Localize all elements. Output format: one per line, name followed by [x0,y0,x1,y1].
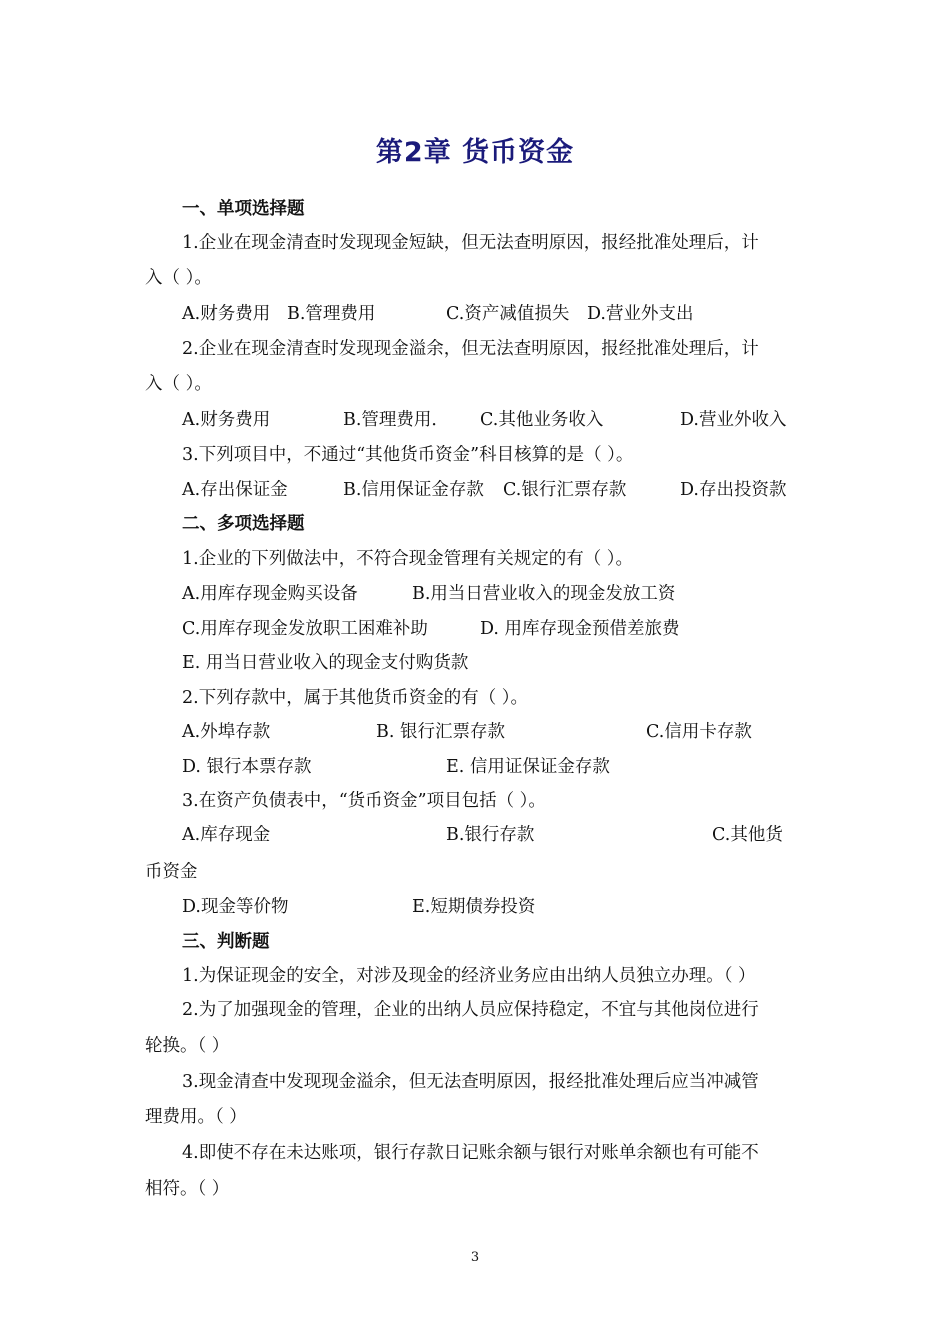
option: C.资产减值损失 [446,304,570,324]
option: D.现金等价物 [182,897,289,917]
question-text-cont: 相符。（ ） [145,1179,230,1199]
question-text-cont: 理费用。（ ） [145,1107,247,1127]
option: B.信用保证金存款 [343,480,484,500]
option: D.营业外支出 [587,304,694,324]
question-text-cont: 入（ ）。 [145,268,212,288]
question-text: 2.下列存款中，属于其他货币资金的有（ ）。 [182,688,529,708]
option: E. 用当日营业收入的现金支付购货款 [182,653,469,673]
option: C.银行汇票存款 [503,480,627,500]
option: A.库存现金 [182,825,271,845]
option: A.存出保证金 [182,480,288,500]
section-heading-multiple-choice: 二、多项选择题 [182,514,305,534]
option: E.短期债券投资 [412,897,536,917]
option: B.管理费用 [287,304,376,324]
option: D. 用库存现金预借差旅费 [480,619,680,639]
option: C.其他货 [712,825,783,845]
page-number: 3 [470,1250,480,1265]
option: C.用库存现金发放职工困难补助 [182,619,428,639]
option: E. 信用证保证金存款 [446,757,610,777]
question-text-cont: 入（ ）。 [145,374,212,394]
option: D.存出投资款 [680,480,787,500]
question-text: 1.企业的下列做法中，不符合现金管理有关规定的有（ ）。 [182,549,634,569]
question-text: 3.在资产负债表中，“货币资金”项目包括（ ）。 [182,791,546,811]
option: D.营业外收入 [680,410,787,430]
option: B. 银行汇票存款 [376,722,505,742]
option: C.其他业务收入 [480,410,604,430]
question-text: 1.企业在现金清查时发现现金短缺，但无法查明原因，报经批准处理后，计 [182,233,759,253]
option: D. 银行本票存款 [182,757,312,777]
option: C.信用卡存款 [646,722,752,742]
option: B.管理费用． [343,410,449,430]
option: A.外埠存款 [182,722,271,742]
option: A.用库存现金购买设备 [182,584,358,604]
question-text: 3.现金清查中发现现金溢余，但无法查明原因，报经批准处理后应当冲减管 [182,1072,759,1092]
section-heading-single-choice: 一、单项选择题 [182,199,305,219]
option: B.用当日营业收入的现金发放工资 [412,584,676,604]
page-title: 第2章 货币资金 [375,137,575,168]
option: A.财务费用 [182,410,271,430]
question-text: 1.为保证现金的安全，对涉及现金的经济业务应由出纳人员独立办理。（ ） [182,966,756,986]
option: B.银行存款 [446,825,535,845]
question-text: 4.即使不存在未达账项，银行存款日记账余额与银行对账单余额也有可能不 [182,1143,759,1163]
question-text: 2.企业在现金清查时发现现金溢余，但无法查明原因，报经批准处理后，计 [182,339,759,359]
section-heading-true-false: 三、判断题 [182,932,270,952]
option-cont: 币资金 [145,862,198,882]
question-text: 2.为了加强现金的管理，企业的出纳人员应保持稳定，不宜与其他岗位进行 [182,1000,759,1020]
option: A.财务费用 [182,304,271,324]
question-text-cont: 轮换。（ ） [145,1036,230,1056]
question-text: 3.下列项目中，不通过“其他货币资金”科目核算的是（ ）。 [182,445,634,465]
